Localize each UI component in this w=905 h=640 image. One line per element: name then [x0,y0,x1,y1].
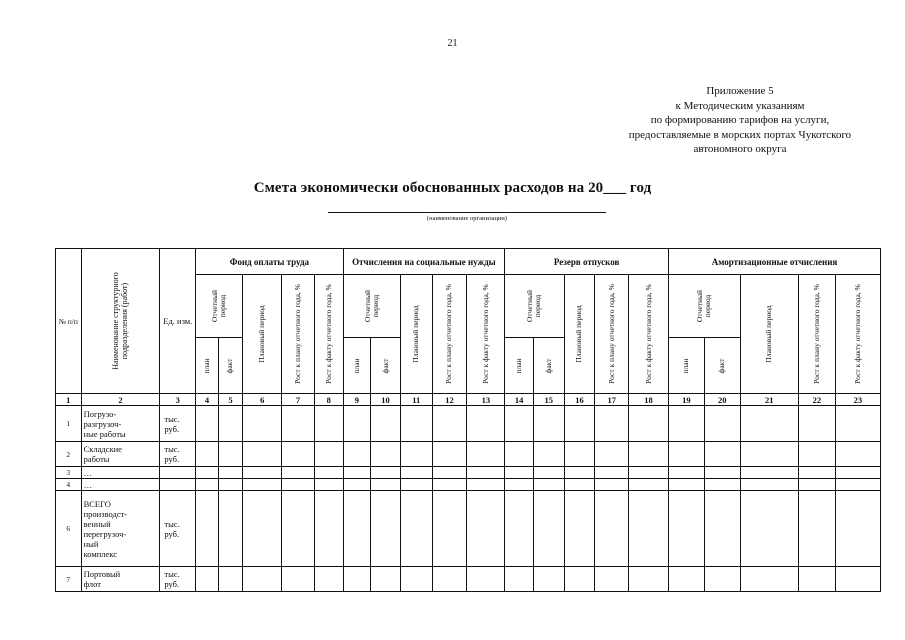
value-cell[interactable] [243,406,282,442]
value-cell[interactable] [343,479,371,491]
row-unit-line: руб. [164,528,180,539]
row-unit [160,406,196,442]
value-cell[interactable] [740,442,798,467]
value-cell[interactable] [669,491,705,567]
value-cell[interactable] [740,491,798,567]
value-cell[interactable] [505,406,534,442]
column-number: 16 [564,394,595,406]
column-number: 17 [595,394,629,406]
value-cell[interactable] [400,491,432,567]
value-cell[interactable] [564,479,595,491]
row-subdivision-name [81,491,160,567]
value-cell[interactable] [432,479,467,491]
row-name-line: ВСЕГО [83,498,111,509]
value-cell[interactable] [533,406,564,442]
column-number: 12 [432,394,467,406]
column-number: 10 [371,394,401,406]
value-cell[interactable] [218,467,243,479]
value-cell[interactable] [400,467,432,479]
row-number: 6 [56,491,82,567]
sub-header-growth-plan-text: Рост к плану отчетного года, % [606,284,616,384]
sub-header-fact [533,338,564,394]
value-cell[interactable] [400,479,432,491]
row-number: 1 [56,406,82,442]
sub-header-fact-text: факт [380,357,390,374]
value-cell[interactable] [371,479,401,491]
value-cell[interactable] [196,479,219,491]
row-unit [160,567,196,592]
appendix-line: по формированию тарифов на услуги, [650,114,830,126]
value-cell[interactable] [704,491,740,567]
sub-header-planned-text: Плановый период [411,305,421,363]
value-cell[interactable] [314,567,343,592]
sub-header-growth-plan [282,275,315,394]
value-cell[interactable] [629,479,669,491]
column-number: 7 [282,394,315,406]
value-cell[interactable] [467,467,505,479]
row-number: 4 [56,479,82,491]
value-cell[interactable] [798,406,835,442]
value-cell[interactable] [629,467,669,479]
value-cell[interactable] [432,442,467,467]
value-cell[interactable] [282,467,315,479]
sub-header-reporting [505,275,564,338]
table-row [56,491,881,567]
group-header-social: Отчисления на социальные нужды [343,249,505,275]
value-cell[interactable] [740,467,798,479]
value-cell[interactable] [564,567,595,592]
value-cell[interactable] [595,442,629,467]
value-cell[interactable] [218,491,243,567]
document-title: Смета экономически обоснованных расходов на 20___ год [253,180,652,196]
row-unit-line: тыс. [164,444,180,454]
sub-header-growth-plan-text: Рост к плану отчетного года, % [444,284,454,384]
value-cell[interactable] [218,406,243,442]
value-cell[interactable] [400,406,432,442]
value-cell[interactable] [669,442,705,467]
value-cell[interactable] [282,491,315,567]
row-unit-line: руб. [164,579,180,589]
row-name-line: флот [83,579,101,589]
value-cell[interactable] [669,467,705,479]
sub-header-plan [505,338,534,394]
row-unit [160,442,196,467]
value-cell[interactable] [533,479,564,491]
row-name-line: разгрузоч- [83,418,122,429]
row-name-line: Складские [83,444,122,454]
row-name-line: перегрузоч- [83,528,127,539]
sub-header-reporting [196,275,243,338]
sub-header-plan-text: план [351,357,361,374]
value-cell[interactable] [282,442,315,467]
value-cell[interactable] [798,442,835,467]
value-cell[interactable] [218,442,243,467]
value-cell[interactable] [467,442,505,467]
sub-header-plan-text: план [514,357,524,374]
value-cell[interactable] [629,491,669,567]
value-cell[interactable] [282,406,315,442]
value-cell[interactable] [505,442,534,467]
value-cell[interactable] [218,479,243,491]
value-cell[interactable] [314,491,343,567]
sub-header-growth-fact [314,275,343,394]
row-number: 3 [56,467,82,479]
row-unit [160,479,196,491]
sub-header-growth-fact [629,275,669,394]
appendix-line: к Методическим указаниям [675,99,805,112]
value-cell[interactable] [282,479,315,491]
row-name-line: венный [83,518,111,529]
value-cell[interactable] [371,442,401,467]
appendix-line: Приложение 5 [706,85,774,97]
row-name-line: … [83,467,93,478]
organization-name-line[interactable] [328,212,606,213]
value-cell[interactable] [196,467,219,479]
group-header-depreciation: Амортизационные отчисления [669,249,881,275]
data-rows [56,406,881,592]
header-subdivision-name [81,249,160,394]
row-name-line: работы [83,454,110,464]
row-name-line: Портовый [83,569,121,579]
appendix-header [590,84,890,157]
value-cell[interactable] [564,491,595,567]
value-cell[interactable] [704,467,740,479]
column-number-row [56,394,881,406]
sub-header-fact [371,338,401,394]
sub-header-fact-text: факт [543,357,553,374]
sub-header-plan-text: план [681,357,691,374]
value-cell[interactable] [432,491,467,567]
value-cell[interactable] [243,467,282,479]
sub-header-plan [669,338,705,394]
value-cell[interactable] [595,491,629,567]
column-number: 3 [160,394,196,406]
sub-header-reporting-text: Отчетный период [210,289,228,323]
estimate-table [55,248,881,592]
value-cell[interactable] [196,442,219,467]
value-cell[interactable] [629,442,669,467]
sub-header-fact [218,338,243,394]
column-number: 21 [740,394,798,406]
row-subdivision-name [81,567,160,592]
row-name-line: производст- [83,508,128,519]
value-cell[interactable] [704,442,740,467]
sub-header-growth-fact [835,275,880,394]
sub-header-planned [243,275,282,394]
value-cell[interactable] [798,467,835,479]
value-cell[interactable] [704,406,740,442]
value-cell[interactable] [669,567,705,592]
column-number: 5 [218,394,243,406]
value-cell[interactable] [835,442,880,467]
row-unit-line: руб. [164,423,180,434]
value-cell[interactable] [835,406,880,442]
value-cell[interactable] [595,406,629,442]
value-cell[interactable] [314,442,343,467]
value-cell[interactable] [400,567,432,592]
value-cell[interactable] [371,406,401,442]
group-header-payroll: Фонд оплаты труда [196,249,343,275]
value-cell[interactable] [798,491,835,567]
value-cell[interactable] [505,491,534,567]
column-number: 18 [629,394,669,406]
value-cell[interactable] [533,491,564,567]
value-cell[interactable] [432,406,467,442]
value-cell[interactable] [243,567,282,592]
header-number: № п/п [56,249,82,394]
value-cell[interactable] [629,567,669,592]
value-cell[interactable] [564,467,595,479]
column-number: 6 [243,394,282,406]
column-number: 8 [314,394,343,406]
value-cell[interactable] [798,567,835,592]
sub-header-reporting [343,275,400,338]
value-cell[interactable] [595,467,629,479]
value-cell[interactable] [835,479,880,491]
value-cell[interactable] [371,467,401,479]
row-subdivision-name [81,467,160,479]
organization-caption: (наименование организации) [426,215,508,222]
value-cell[interactable] [740,406,798,442]
sub-header-reporting-text: Отчетный период [362,289,380,323]
value-cell[interactable] [467,406,505,442]
column-number: 1 [56,394,82,406]
sub-header-planned-text: Плановый период [764,305,774,363]
value-cell[interactable] [371,567,401,592]
value-cell[interactable] [595,479,629,491]
value-cell[interactable] [343,567,371,592]
group-header-vacation: Резерв отпусков [505,249,669,275]
value-cell[interactable] [467,491,505,567]
sub-header-growth-fact-text: Рост к факту отчетного года, % [480,284,490,384]
row-subdivision-name [81,406,160,442]
row-subdivision-name [81,442,160,467]
value-cell[interactable] [432,467,467,479]
value-cell[interactable] [669,406,705,442]
value-cell[interactable] [314,479,343,491]
row-number: 7 [56,567,82,592]
row-name-line: комплекс [83,548,117,559]
row-unit [160,467,196,479]
header-subdivision-name-text: Наименование структурного подразделения (работ) [111,272,130,370]
sub-header-planned-text: Плановый период [257,305,267,363]
sub-header-growth-fact-text: Рост к факту отчетного года, % [852,284,862,384]
row-name-line: ные работы [83,428,126,439]
row-unit-line: тыс. [164,413,180,424]
column-number: 14 [505,394,534,406]
row-subdivision-name [81,479,160,491]
sub-header-reporting-text: Отчетный период [695,289,713,323]
value-cell[interactable] [218,567,243,592]
value-cell[interactable] [243,479,282,491]
sub-header-growth-plan [432,275,467,394]
appendix-line: автономного округа [693,143,787,155]
sub-header-planned [564,275,595,394]
value-cell[interactable] [564,442,595,467]
value-cell[interactable] [595,567,629,592]
column-number: 22 [798,394,835,406]
value-cell[interactable] [629,406,669,442]
row-unit-line: руб. [164,454,180,464]
row-name-line: Погрузо- [83,408,117,419]
value-cell[interactable] [243,442,282,467]
row-name-line: ный [83,538,99,549]
sub-header-growth-plan [798,275,835,394]
value-cell[interactable] [505,567,534,592]
column-number: 19 [669,394,705,406]
column-number: 9 [343,394,371,406]
value-cell[interactable] [798,479,835,491]
value-cell[interactable] [400,442,432,467]
value-cell[interactable] [533,567,564,592]
table-row [56,567,881,592]
value-cell[interactable] [533,467,564,479]
value-cell[interactable] [432,567,467,592]
column-number: 4 [196,394,219,406]
value-cell[interactable] [835,567,880,592]
value-cell[interactable] [196,491,219,567]
sub-header-planned-text: Плановый период [574,305,584,363]
value-cell[interactable] [343,442,371,467]
table-row [56,442,881,467]
sub-header-growth-fact-text: Рост к факту отчетного года, % [323,284,333,384]
value-cell[interactable] [505,467,534,479]
value-cell[interactable] [467,479,505,491]
table-row [56,479,881,491]
sub-header-reporting [669,275,741,338]
row-unit [160,491,196,567]
sub-header-planned [400,275,432,394]
sub-header-growth-plan-text: Рост к плану отчетного года, % [293,284,303,384]
column-number: 2 [81,394,160,406]
value-cell[interactable] [343,491,371,567]
row-unit-line: тыс. [164,569,180,579]
table-row [56,406,881,442]
value-cell[interactable] [371,491,401,567]
value-cell[interactable] [196,406,219,442]
row-unit-line: тыс. [164,518,180,529]
column-number: 20 [704,394,740,406]
value-cell[interactable] [505,479,534,491]
value-cell[interactable] [835,491,880,567]
sub-header-growth-plan [595,275,629,394]
sub-header-planned [740,275,798,394]
value-cell[interactable] [314,467,343,479]
table-row [56,467,881,479]
row-name-line: … [83,479,93,490]
column-number: 11 [400,394,432,406]
value-cell[interactable] [467,567,505,592]
sub-header-growth-plan-text: Рост к плану отчетного года, % [811,284,821,384]
page-number: 21 [447,38,458,49]
value-cell[interactable] [835,467,880,479]
row-number: 2 [56,442,82,467]
header-unit: Ед. изм. [160,249,196,394]
appendix-line: предоставляемые в морских портах Чукотского [628,128,852,141]
value-cell[interactable] [533,442,564,467]
value-cell[interactable] [314,406,343,442]
value-cell[interactable] [740,479,798,491]
sub-header-plan [343,338,371,394]
column-number: 15 [533,394,564,406]
sub-header-fact [704,338,740,394]
column-number: 13 [467,394,505,406]
value-cell[interactable] [704,567,740,592]
value-cell[interactable] [343,467,371,479]
value-cell[interactable] [704,479,740,491]
value-cell[interactable] [669,479,705,491]
value-cell[interactable] [740,567,798,592]
value-cell[interactable] [282,567,315,592]
sub-header-plan-text: план [201,357,211,374]
sub-header-plan [196,338,219,394]
value-cell[interactable] [243,491,282,567]
sub-header-fact-text: факт [717,357,727,374]
sub-header-growth-fact-text: Рост к факту отчетного года, % [643,284,653,384]
sub-header-growth-fact [467,275,505,394]
column-number: 23 [835,394,880,406]
value-cell[interactable] [564,406,595,442]
value-cell[interactable] [196,567,219,592]
value-cell[interactable] [343,406,371,442]
sub-header-reporting-text: Отчетный период [525,289,543,323]
sub-header-fact-text: факт [225,357,235,374]
